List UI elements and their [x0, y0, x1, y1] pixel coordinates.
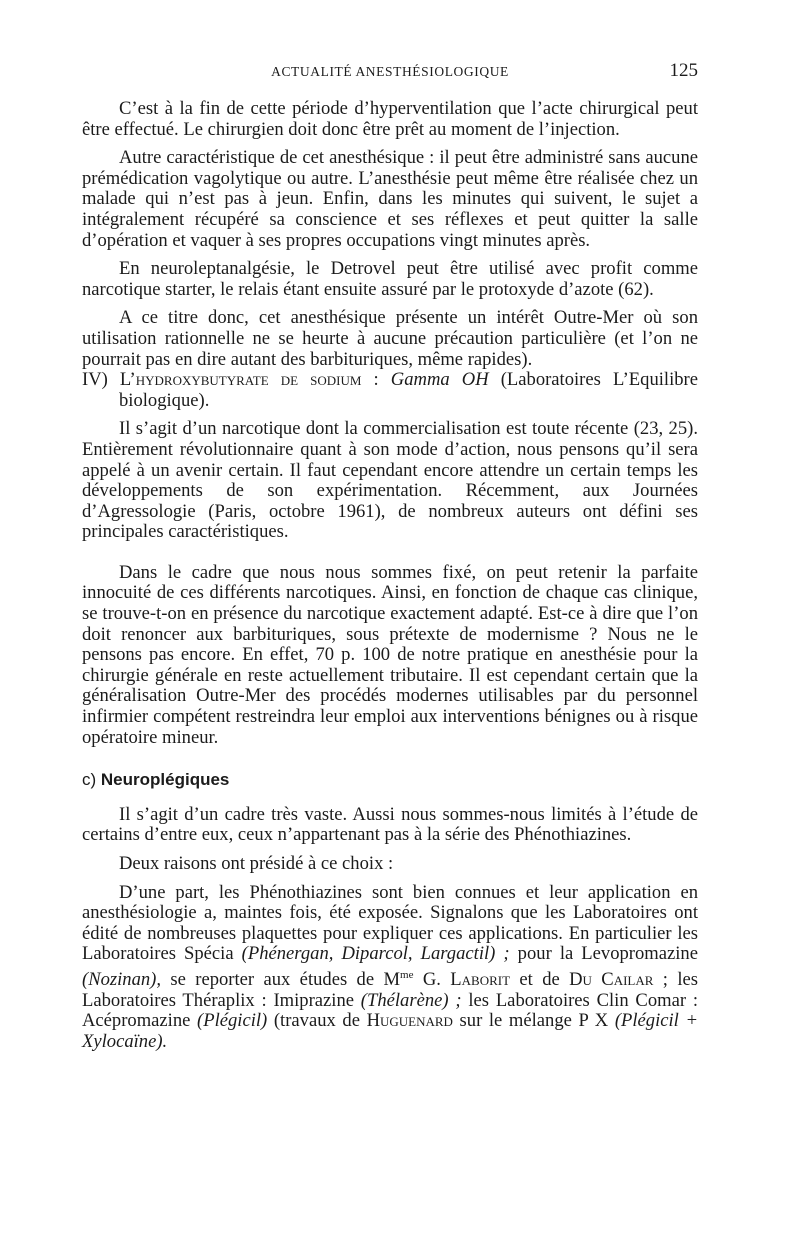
paragraph-8: Deux raisons ont présidé à ce choix : [119, 853, 394, 874]
running-title: ACTUALITÉ ANESTHÉSIOLOGIQUE [271, 64, 509, 79]
section-iv-numeral: IV) [82, 369, 108, 391]
text-run: et de [510, 969, 570, 991]
text-run: (travaux de [267, 1010, 367, 1032]
page-number: 125 [669, 60, 698, 81]
italic-run: (Thélarène) ; [360, 989, 462, 1011]
page-header [82, 60, 698, 86]
author-name: Huguenard [366, 1010, 453, 1032]
section-c-heading [82, 770, 698, 791]
italic-run: (Plégicil) [197, 1010, 268, 1032]
text-run: les Laboratoires Clin Comar : Acépromazine [82, 989, 698, 1032]
paragraph-4: A ce titre donc, cet anesthésique présente un intérêt Outre-Mer où son utilisation rationnelle ne se heurte à aucune précaution particulière (et l’on ne pourrait pas en dire autant des barbituriques, même rapides). [82, 307, 698, 370]
superscript: me [400, 968, 414, 981]
section-iv-lab: (Laboratoires L’Equilibre biologique). [119, 369, 698, 411]
paragraph-1: C’est à la fin de cette période d’hyperventilation que l’acte chirurgical peut être effectué. Le chirurgien doit donc être prêt au moment de l’injection. [82, 98, 698, 140]
section-iv-product: Gamma OH [390, 369, 489, 391]
author-name: Laborit [450, 969, 511, 991]
section-iv-heading [82, 370, 698, 411]
section-iv-title: L’hydroxybutyrate de sodium [119, 369, 362, 391]
paragraph-3: En neuroleptanalgésie, le Detrovel peut être utilisé avec profit comme narcotique starter, le relais étant ensuite assuré par le protoxyde d’azote (62). [82, 258, 698, 300]
text-run: sur le mélange P X [452, 1010, 615, 1032]
paragraph-5: Il s’agit d’un narcotique dont la commercialisation est toute récente (23, 25). Entièrement révolutionnaire quant à son mode d’action, nous pensons qu’il sera appelé à un avenir certain. Il faut cependant encore attendre un certain temps les développements de son expérimentation. Récemment, aux Journées d’Agressologie (Paris, octobre 1961), de nombreux auteurs ont défini ses principales caractéristiques. [82, 418, 698, 543]
text-run: ; les Laboratoires Théraplix : Imiprazine [82, 969, 698, 1011]
italic-run: (Plégicil + Xylocaïne). [82, 1010, 698, 1052]
text-run: pour la Levopromazine [509, 943, 698, 965]
italic-run: (Phénergan, Diparcol, Largactil) ; [241, 943, 510, 965]
section-c-title: Neuroplégiques [100, 770, 230, 790]
paragraph-9 [82, 883, 698, 1053]
author-name: Du Cailar [569, 969, 654, 991]
section-iv-colon: : [361, 369, 391, 391]
paragraph-2: Autre caractéristique de cet anesthésique : il peut être administré sans aucune prémédication vagolytique ou autre. L’anesthésie peut même être réalisée chez un malade qui n’est pas à jeun. Enfin, dans les minutes qui suivent, le sujet a intégralement récupéré sa conscience et ses réflexes et peut quitter la salle d’opération et vaquer à ses propres occupations vingt minutes après. [82, 147, 698, 251]
page-body [82, 99, 698, 1053]
text-run: se reporter aux études de M [161, 969, 401, 991]
text-run: D’une part, les Phénothiazines sont bien connues et leur application en anesthésiologie a, maintes fois, été exposée. Signalons que les Laboratoires ont édité de nombreuses plaquettes pour expliquer ces applications. En particulier les Laboratoires Spécia [82, 881, 698, 965]
italic-run: (Nozinan), [82, 969, 162, 991]
section-c-label: c) [82, 770, 97, 790]
text-run: G. [413, 969, 451, 991]
paragraph-6: Dans le cadre que nous nous sommes fixé, on peut retenir la parfaite innocuité de ces différents narcotiques. Ainsi, en fonction de chaque cas clinique, se trouve-t-on en présence du narcotique exactement adapté. Est-ce à dire que l’on doit renoncer aux barbituriques, sous prétexte de modernisme ? Nous ne le pensons pas encore. En effet, 70 p. 100 de notre pratique en anesthésie pour la chirurgie générale en reste actuellement tributaire. Il est cependant certain que la généralisation Outre-Mer des procédés modernes utilisables par du personnel infirmier compétent restreindra leur emploi aux interventions bénignes ou à risque opératoire mineur. [82, 561, 698, 748]
paragraph-7: Il s’agit d’un cadre très vaste. Aussi nous sommes-nous limités à l’étude de certains d’entre eux, ceux n’appartenant pas à la série des Phénothiazines. [82, 803, 698, 846]
